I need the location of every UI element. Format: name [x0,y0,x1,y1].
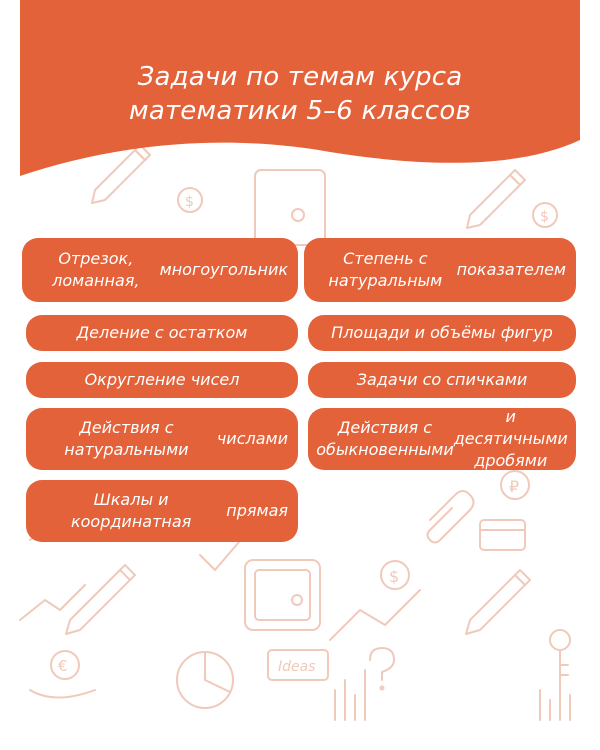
topic-scales-coordinate-line[interactable] [26,480,298,542]
page-title-line-2: математики 5–6 классов [129,96,471,126]
topic-label-line-1: Отрезок, ломанная, [52,249,140,290]
ideas-label: Ideas [278,659,316,675]
topic-label-line-1: Шкалы и координатная [70,490,192,531]
topic-area-volume[interactable] [308,315,576,351]
dollar-coin-icon [533,203,557,227]
pie-chart-icon [177,652,233,708]
paperclip-icon [428,491,474,543]
question-mark-icon [370,648,394,690]
graph-paper-icon [540,680,570,720]
topic-label-line-2: числами [216,429,288,448]
bar-chart-icon [335,670,365,720]
topic-label-line-1: Действия с обыкновенными [316,418,454,459]
topic-division-remainder[interactable] [26,315,298,351]
pencil-icon [66,565,135,634]
topic-label-line-2: и десятичными дробями [453,407,568,470]
topic-label-line-2: многоугольник [159,260,288,279]
page-title [0,60,600,128]
svg-text:$: $ [540,209,549,225]
topic-label-line-1: Действия с натуральными [64,418,189,459]
topic-segment-polyline-polygon[interactable] [22,238,298,302]
svg-text:₽: ₽ [509,477,520,496]
topic-label-line-1: Степень с натуральным [328,249,443,290]
topic-label: Площади и объёмы фигур [331,323,553,342]
topic-matchstick-problems[interactable] [308,362,576,398]
svg-text:$: $ [389,567,400,586]
topic-label-line-2: прямая [226,501,288,520]
topic-fraction-operations[interactable] [308,408,576,470]
svg-text:€: € [58,657,68,675]
topic-label-line-2: показателем [456,260,566,279]
line-chart-icon [20,585,420,640]
safe-icon [245,560,320,630]
card-icon [480,520,525,550]
topic-natural-exponent[interactable] [304,238,576,302]
topic-natural-number-operations[interactable] [26,408,298,470]
dollar-coin-icon [501,471,529,499]
topic-label: Деление с остатком [76,323,248,342]
dollar-coin-icon [381,561,409,589]
euro-hand-icon [30,651,95,698]
topic-label: Задачи со спичками [356,370,528,389]
page-title-line-1: Задачи по темам курса [137,62,463,92]
pencil-icon [466,570,530,634]
key-icon [550,630,570,680]
topic-label: Округление чисел [84,370,240,389]
svg-text:$: $ [185,194,194,210]
topic-rounding-numbers[interactable] [26,362,298,398]
